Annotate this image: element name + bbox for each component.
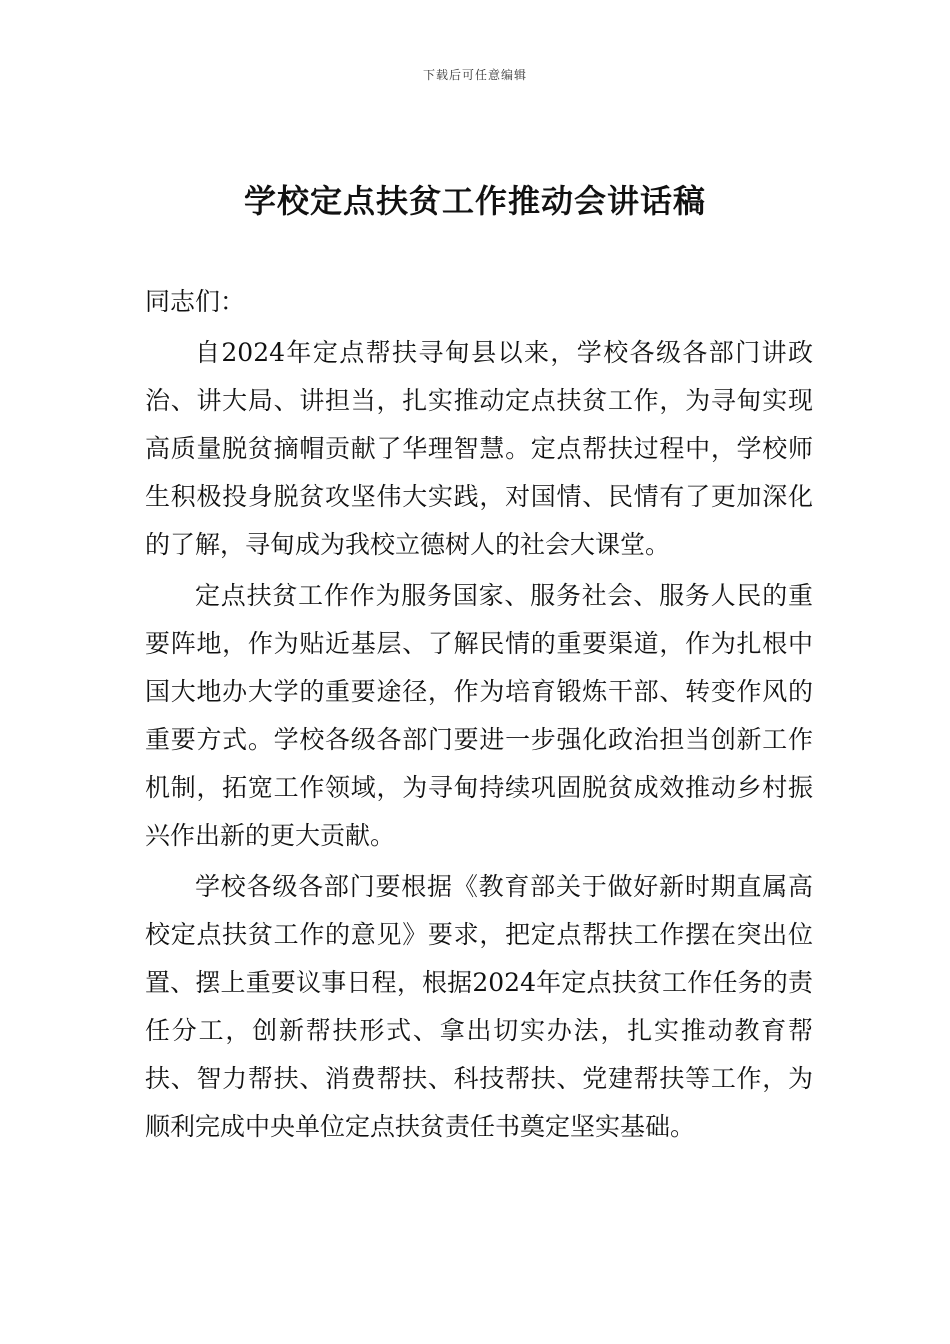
header-note: 下载后可任意编辑 [422, 68, 527, 82]
paragraph-2: 定点扶贫工作作为服务国家、服务社会、服务人民的重要阵地，作为贴近基层、了解民情的重要渠道，作为扎根中国大地办大学的重要途径，作为培育锻炼干部、转变作风的重要方式。学校各级各部门要进一步强化政治担当创新工作机制，拓宽工作领域，为寻甸持续巩固脱贫成效推动乡村振兴作出新的更大贡献。 [145, 581, 813, 850]
document-body [145, 278, 813, 1151]
salutation: 同志们： [145, 287, 246, 316]
paragraph-3: 学校各级各部门要根据《教育部关于做好新时期直属高校定点扶贫工作的意见》要求，把定点帮扶工作摆在突出位置、摆上重要议事日程，根据2024年定点扶贫工作任务的责任分工，创新帮扶形式、拿出切实办法，扎实推动教育帮扶、智力帮扶、消费帮扶、科技帮扶、党建帮扶等工作，为顺利完成中央单位定点扶贫责任书奠定坚实基础。 [145, 872, 813, 1141]
paragraph-1: 自2024年定点帮扶寻甸县以来，学校各级各部门讲政治、讲大局、讲担当，扎实推动定点扶贫工作，为寻甸实现高质量脱贫摘帽贡献了华理智慧。定点帮扶过程中，学校师生积极投身脱贫攻坚伟大实践，对国情、民情有了更加深化的了解，寻甸成为我校立德树人的社会大课堂。 [145, 338, 813, 559]
document-title: 学校定点扶贫工作推动会讲话稿 [243, 182, 706, 220]
